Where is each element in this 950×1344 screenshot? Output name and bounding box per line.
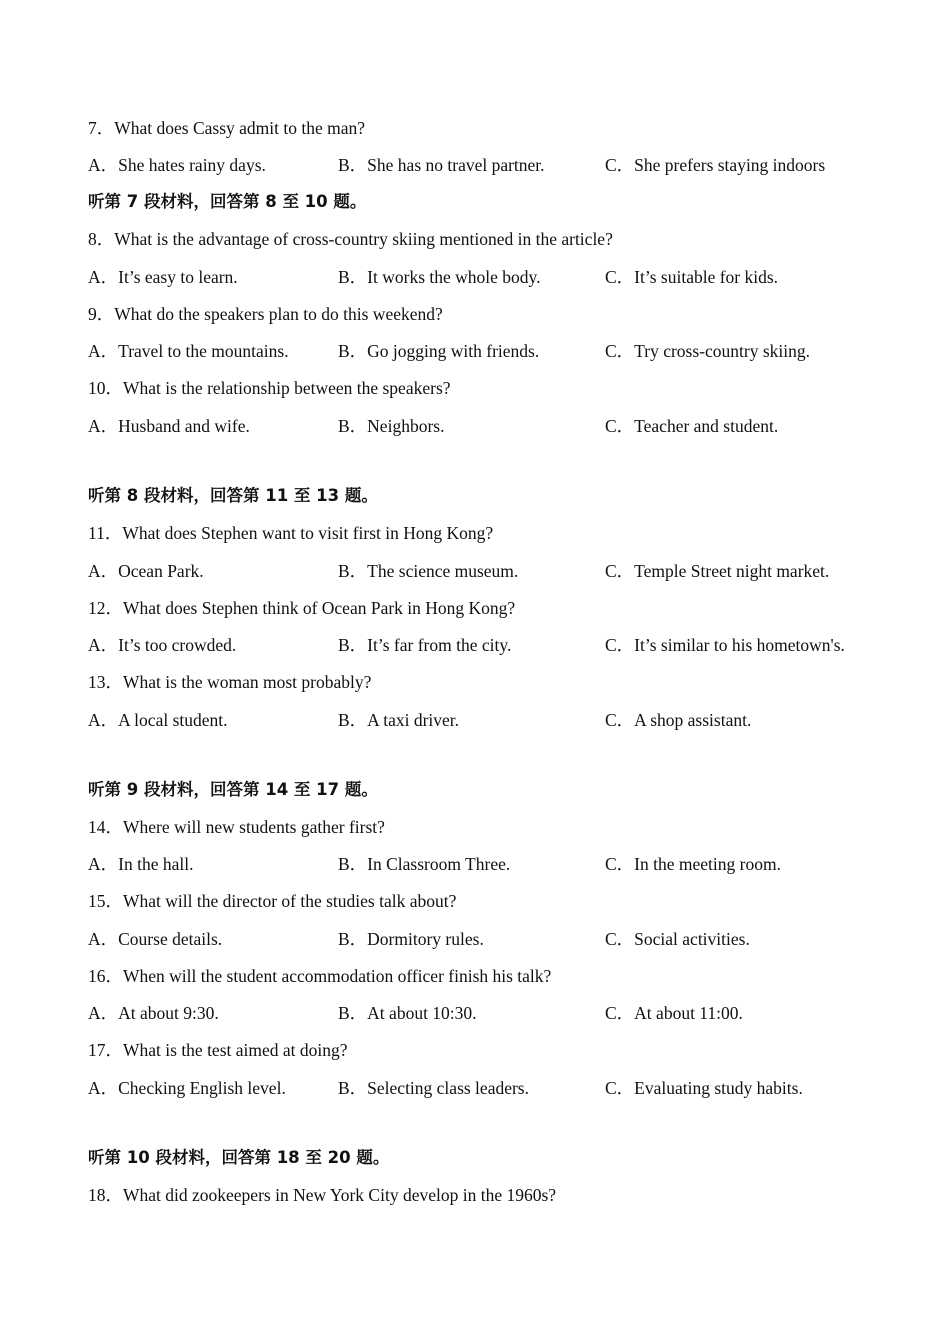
question-17: 17．What is the test aimed at doing?	[88, 1040, 348, 1060]
option-7-a: A．She hates rainy days.	[88, 155, 266, 175]
option-15-a: A．Course details.	[88, 929, 223, 949]
question-15: 15．What will the director of the studies talk about?	[88, 891, 457, 911]
option-7-c: C．She prefers staying indoors	[605, 155, 826, 175]
option-11-a: A．Ocean Park.	[88, 561, 204, 581]
option-16-b: B．At about 10:30.	[338, 1003, 477, 1023]
question-16: 16．When will the student accommodation officer finish his talk?	[88, 966, 552, 986]
option-9-c: C．Try cross-country skiing.	[605, 341, 810, 361]
option-13-a: A．A local student.	[88, 710, 228, 730]
question-13: 13．What is the woman most probably?	[88, 672, 372, 692]
option-13-b: B．A taxi driver.	[338, 710, 460, 730]
option-11-b: B．The science museum.	[338, 561, 519, 581]
question-10: 10．What is the relationship between the speakers?	[88, 378, 451, 398]
section-heading-7: 听第 7 段材料，回答第 8 至 10 题。	[88, 192, 367, 211]
option-17-a: A．Checking English level.	[88, 1078, 286, 1098]
option-8-b: B．It works the whole body.	[338, 267, 541, 287]
question-18: 18．What did zookeepers in New York City develop in the 1960s?	[88, 1185, 557, 1205]
option-7-b: B．She has no travel partner.	[338, 155, 545, 175]
option-8-a: A．It’s easy to learn.	[88, 267, 238, 287]
option-16-a: A．At about 9:30.	[88, 1003, 219, 1023]
option-12-b: B．It’s far from the city.	[338, 635, 512, 655]
section-heading-9: 听第 9 段材料，回答第 14 至 17 题。	[88, 780, 378, 799]
option-10-a: A．Husband and wife.	[88, 416, 250, 436]
question-14: 14．Where will new students gather first?	[88, 817, 385, 837]
question-7: 7．What does Cassy admit to the man?	[88, 118, 366, 138]
section-heading-10: 听第 10 段材料，回答第 18 至 20 题。	[88, 1148, 390, 1167]
section-heading-8: 听第 8 段材料，回答第 11 至 13 题。	[88, 486, 378, 505]
option-14-a: A．In the hall.	[88, 854, 194, 874]
question-11: 11．What does Stephen want to visit first in Hong Kong?	[88, 523, 494, 543]
question-8: 8．What is the advantage of cross-country skiing mentioned in the article?	[88, 229, 613, 249]
option-17-b: B．Selecting class leaders.	[338, 1078, 529, 1098]
question-12: 12．What does Stephen think of Ocean Park in Hong Kong?	[88, 598, 516, 618]
option-15-c: C．Social activities.	[605, 929, 750, 949]
option-16-c: C．At about 11:00.	[605, 1003, 743, 1023]
option-9-a: A．Travel to the mountains.	[88, 341, 289, 361]
option-15-b: B．Dormitory rules.	[338, 929, 484, 949]
option-14-b: B．In Classroom Three.	[338, 854, 511, 874]
option-10-b: B．Neighbors.	[338, 416, 445, 436]
option-11-c: C．Temple Street night market.	[605, 561, 830, 581]
question-9: 9．What do the speakers plan to do this weekend?	[88, 304, 443, 324]
option-10-c: C．Teacher and student.	[605, 416, 779, 436]
option-12-c: C．It’s similar to his hometown's.	[605, 635, 845, 655]
option-17-c: C．Evaluating study habits.	[605, 1078, 803, 1098]
option-12-a: A．It’s too crowded.	[88, 635, 237, 655]
option-8-c: C．It’s suitable for kids.	[605, 267, 779, 287]
option-9-b: B．Go jogging with friends.	[338, 341, 540, 361]
option-13-c: C．A shop assistant.	[605, 710, 752, 730]
option-14-c: C．In the meeting room.	[605, 854, 781, 874]
